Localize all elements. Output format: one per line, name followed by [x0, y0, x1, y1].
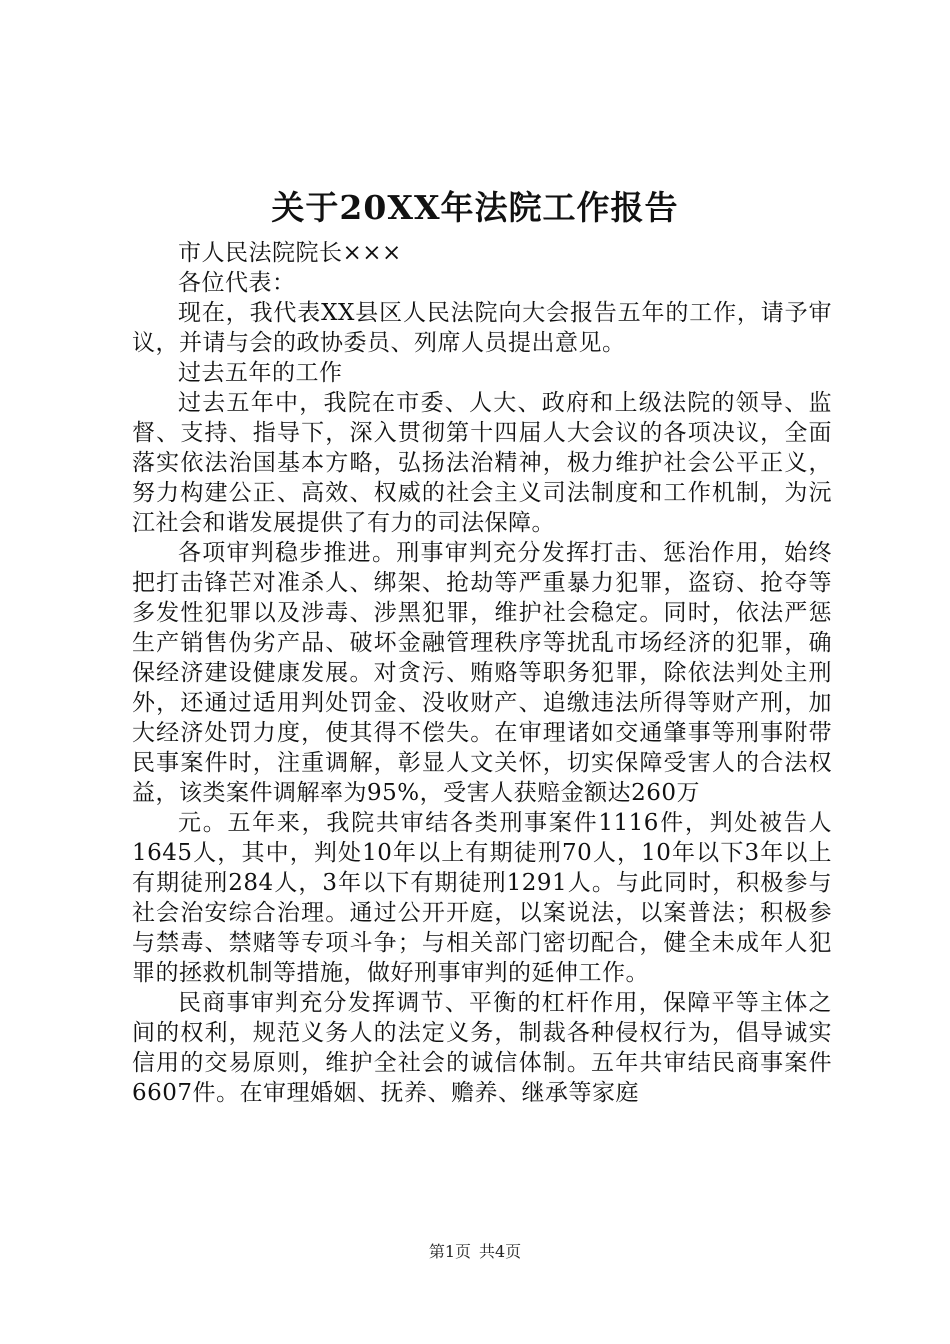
document-title: 关于20XX年法院工作报告 — [271, 188, 679, 227]
paragraph: 过去五年中，我院在市委、人大、政府和上级法院的领导、监督、支持、指导下，深入贯彻第十四届人大会议的各项决议，全面落实依法治国基本方略，弘扬法治精神，极力维护社会公平正义，努力构建公正、高效、权威的社会主义司法制度和工作机制，为沅江社会和谐发展提供了有力的司法保障。 — [132, 390, 832, 536]
page-total: 共4页 — [479, 1242, 522, 1261]
salutation: 各位代表： — [178, 270, 296, 296]
paragraph: 元。五年来，我院共审结各类刑事案件1116件，判处被告人1645人，其中，判处10年以上有期徒刑70人，10年以下3年以上有期徒刑284人，3年以下有期徒刑1291人。与此同时，积极参与社会治安综合治理。通过公开开庭，以案说法，以案普法；积极参与禁毒、禁赌等专项斗争；与相关部门密切配合，健全未成年人犯罪的拯救机制等措施，做好刑事审判的延伸工作。 — [132, 810, 832, 986]
section-heading: 过去五年的工作 — [178, 360, 343, 386]
author-line: 市人民法院院长××× — [178, 240, 402, 266]
page-number: 第1页 — [428, 1242, 471, 1261]
paragraph: 各项审判稳步推进。刑事审判充分发挥打击、惩治作用，始终把打击锋芒对准杀人、绑架、抢劫等严重暴力犯罪，盗窃、抢夺等多发性犯罪以及涉毒、涉黑犯罪，维护社会稳定。同时，依法严惩生产销售伪劣产品、破坏金融管理秩序等扰乱市场经济的犯罪，确保经济建设健康发展。对贪污、贿赂等职务犯罪，除依法判处主刑外，还通过适用判处罚金、没收财产、追缴违法所得等财产刑，加大经济处罚力度，使其得不偿失。在审理诸如交通肇事等刑事附带民事案件时，注重调解，彰显人文关怀，切实保障受害人的合法权益，该类案件调解率为95%，受害人获赔金额达260万 — [132, 540, 832, 806]
document-body — [132, 238, 832, 1108]
page-footer — [0, 1240, 950, 1264]
paragraph: 现在，我代表XX县区人民法院向大会报告五年的工作，请予审议，并请与会的政协委员、列席人员提出意见。 — [132, 300, 832, 356]
paragraph: 民商事审判充分发挥调节、平衡的杠杆作用，保障平等主体之间的权利，规范义务人的法定义务，制裁各种侵权行为，倡导诚实信用的交易原则，维护全社会的诚信体制。五年共审结民商事案件6607件。在审理婚姻、抚养、赡养、继承等家庭 — [132, 990, 832, 1106]
